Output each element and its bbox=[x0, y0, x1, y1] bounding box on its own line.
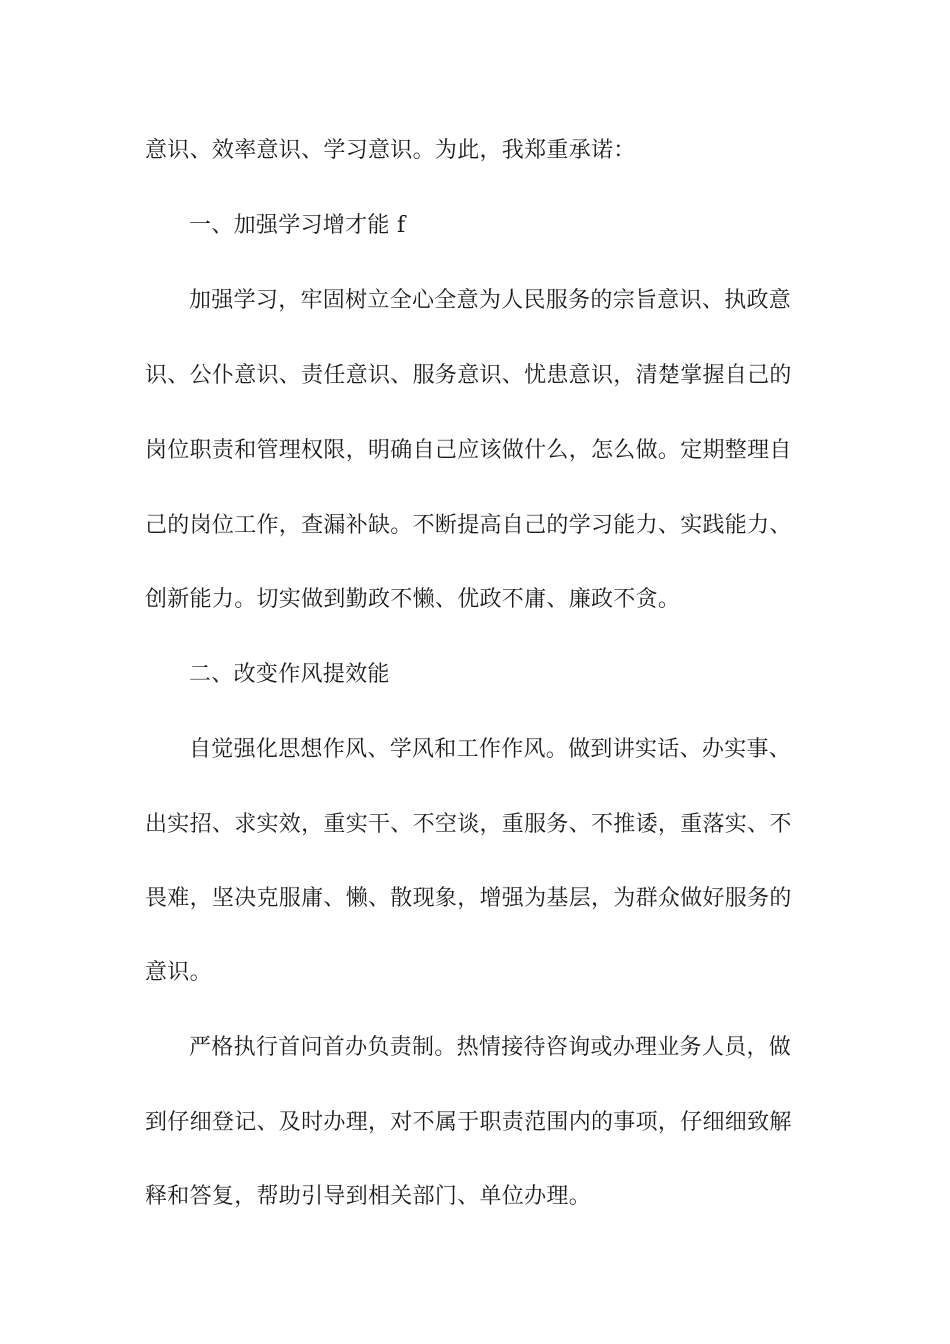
paragraph-line: 识、公仆意识、责任意识、服务意识、忧患意识，清楚掌握自己的 bbox=[145, 363, 792, 388]
paragraph-line: 释和答复，帮助引导到相关部门、单位办理。 bbox=[145, 1184, 592, 1209]
paragraph-line: 加强学习，牢固树立全心全意为人民服务的宗旨意识、执政意 bbox=[189, 288, 792, 313]
paragraph-line: 自觉强化思想作风、学风和工作作风。做到讲实话、办实事、 bbox=[189, 737, 792, 762]
paragraph-line: 畏难，坚决克服庸、懒、散现象，增强为基层，为群众做好服务的 bbox=[145, 886, 792, 911]
paragraph-line: 意识。 bbox=[145, 960, 212, 985]
paragraph-line: 己的岗位工作，查漏补缺。不断提高自己的学习能力、实践能力、 bbox=[145, 513, 792, 538]
paragraph-line: 创新能力。切实做到勤政不懒、优政不庸、廉政不贪。 bbox=[145, 587, 681, 612]
paragraph-line: 岗位职责和管理权限，明确自己应该做什么，怎么做。定期整理自 bbox=[145, 438, 792, 463]
section-heading: 一、加强学习增才能 f bbox=[189, 213, 406, 238]
paragraph-line: 到仔细登记、及时办理，对不属于职责范围内的事项，仔细细致解 bbox=[145, 1110, 792, 1135]
text-line: 意识、效率意识、学习意识。为此，我郑重承诺： bbox=[145, 138, 636, 163]
paragraph-line: 出实招、求实效，重实干、不空谈，重服务、不推诿，重落实、不 bbox=[145, 812, 792, 837]
section-heading: 二、改变作风提效能 bbox=[189, 662, 390, 687]
paragraph-line: 严格执行首问首办负责制。热情接待咨询或办理业务人员，做 bbox=[189, 1035, 792, 1060]
